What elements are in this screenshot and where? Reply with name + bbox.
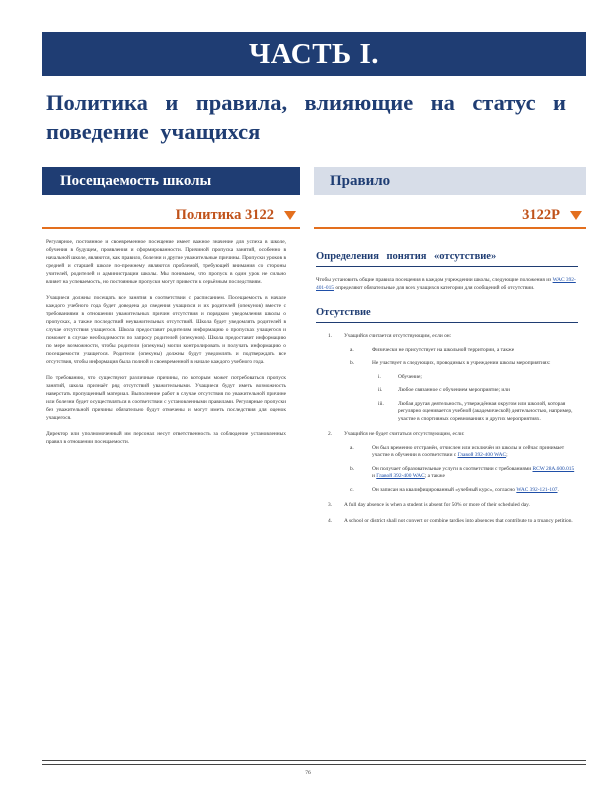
list-item: a. Физически не присутствует на школьной территории, а также bbox=[350, 346, 515, 353]
procedure-number: 3122P bbox=[522, 206, 560, 223]
policy-reference bbox=[42, 203, 300, 229]
list-item: 2. Учащийся не будет считаться отсутствующим, если: a. Он был временно отстранён, отчислен или исключён из школы и сейчас принимает участие в обучении в соответствии с Главой 392-400 WAC; b. Он получает образовательные услуги в соответствии с требованиями RCW 28A.600.015 и Главой 392-400 WAC; а также c. Он записан на квалифицированный «учебный курс», согласно WAC 392-121-107. bbox=[316, 431, 578, 494]
wac-link[interactable]: Главой 392-400 WAC bbox=[457, 452, 507, 458]
part-banner: ЧАСТЬ I. bbox=[42, 32, 586, 76]
list-item: i. Обучение; bbox=[378, 373, 422, 380]
section-tab-procedure: Правило bbox=[314, 167, 586, 195]
page-title: Политика и правила, влияющие на статус и поведение учащихся bbox=[46, 90, 566, 144]
list-item: 3. A full day absence is when a student is absent for 50% or more of their scheduled day. bbox=[328, 502, 530, 508]
list-item: a. Он был временно отстранён, отчислен или исключён из школы и сейчас принимает участие в обучении в соответствии с Главой 392-400 WAC; bbox=[350, 444, 565, 458]
policy-paragraph: Директор или уполномоченный им персонал несут ответственность за соблюдение установленных правил в отношении посещаемости. bbox=[46, 431, 286, 445]
page-number: 76 bbox=[305, 770, 311, 776]
list-item: c. Он записан на квалифицированный «учебный курс», согласно WAC 392-121-107. bbox=[350, 486, 559, 493]
section-tab-attendance: Посещаемость школы bbox=[42, 167, 300, 195]
policy-paragraph: Учащиеся должны посещать все занятия в соответствии с расписанием. Посещаемость в начале каждого учебного года будет доведена до сведения учащихся и их родителей (опекунов) вместе с требованиями в отношении уважительных причин отсутствия и порядком уведомления школы о пропусках, а также последствий неуважительных отсутствий. Школа будет уведомлять родителей в случае отсутствия учащегося. Школа предоставит родителям информацию о пропусках учащегося и поможет в случае необходимости по запросу родителей (опекунов). Школа предоставит информацию по мере возможности, чтобы родители (опекуны) могли контролировать и получать информацию о посещаемости учащегося. Родители (опекуны) должны будут уведомлять и подтверждать все отсутствия, чтобы информация была полной и своевременной в начале каждого учебного года. bbox=[46, 295, 286, 365]
absence-heading: Отсутствие bbox=[316, 306, 578, 323]
wac-link[interactable]: WAC 392-401-015 bbox=[316, 277, 576, 291]
list-item: 1. Учащийся считается отсутствующим, если он: a. Физически не присутствует на школьной территории, а также b. Не участвует в следующих, проводимых в учреждении школы мероприятиях: i. Обучение; ii. Любое связанное с обучением мероприятие; или iii. Любая другая деятельность, утверждённая округом или школой, которая регулярно оценивается учебной (академической) деятельностью, например, участие в спортивных соревнованиях и других мероприятиях. bbox=[316, 333, 578, 423]
definitions-heading: Определения понятия «отсутствие» bbox=[316, 250, 578, 267]
policy-paragraph: Регулярное, постоянное и своевременное посещение имеет важное значение для успеха в школе, обучения в будущем, проявления и сформированности. Причиной пропуска занятий, особенно в начальной школе, являются, как правило, болезни и другие уважительные причины. Пропуски уроков в средней и старшей школе по-прежнему являются проблемой, требующей внимания со стороны учителей, родителей и администрации школы. Мы понимаем, что пропуск в один урок не сильно влияет на успеваемость, но постоянные пропуски могут привести к серьёзным последствиям. bbox=[46, 239, 286, 285]
list-item: b. Он получает образовательные услуги в соответствии с требованиями RCW 28A.600.015 и Главой 392-400 WAC; а также bbox=[350, 465, 575, 479]
list-item: ii. Любое связанное с обучением мероприятие; или bbox=[378, 387, 510, 393]
policy-number: Политика 3122 bbox=[175, 206, 274, 223]
list-item: b. Не участвует в следующих, проводимых в учреждении школы мероприятиях: i. Обучение; ii. Любое связанное с обучением мероприятие; или iii. Любая другая деятельность, утверждённая округом или школой, которая регулярно оценивается учебной (академической) деятельностью, например, участие в спортивных соревнованиях и других мероприятиях. bbox=[344, 360, 578, 423]
triangle-down-icon bbox=[570, 211, 582, 220]
wac-link[interactable]: WAC 392-121-107 bbox=[516, 486, 558, 493]
triangle-down-icon bbox=[284, 211, 296, 220]
definitions-text: Чтобы установить общие правила посещения в каждом учреждении школы, следующие положения из WAC 392-401-015 определяют обязательные для всех учащихся категории для сообщений об отсутствии. bbox=[316, 277, 576, 291]
absence-list bbox=[316, 333, 578, 525]
list-item: 4. A school or district shall not convert or combine tardies into absences that contribute to a truancy petition. bbox=[328, 517, 573, 524]
procedure-reference bbox=[314, 203, 586, 229]
wac-link[interactable]: Главой 392-400 WAC bbox=[376, 473, 425, 479]
rcw-link[interactable]: RCW 28A.600.015 bbox=[532, 465, 575, 472]
list-item: iii. Любая другая деятельность, утверждённая округом или школой, которая регулярно оценивается учебной (академической) деятельностью, например, участие в спортивных соревнованиях и других мероприятиях. bbox=[378, 400, 573, 422]
procedure-text-column bbox=[316, 250, 578, 533]
policy-paragraph: По требованию, что существуют различные причины, по которым может потребоваться пропуск занятий, школа признаёт ряд отсутствий уважительными. Учащиеся будут иметь возможность наверстать пропущенный материал. Выполнение работ в случае отсутствия по уважительной причине или болезни будет осуществляться в соответствии с установленными правилами. Регулярные пропуски без уважительной причины обязательно будут отмечены и могут иметь последствия для оценок учащегося. bbox=[46, 375, 286, 421]
policy-text-column bbox=[46, 238, 286, 454]
footer-divider bbox=[42, 760, 586, 765]
